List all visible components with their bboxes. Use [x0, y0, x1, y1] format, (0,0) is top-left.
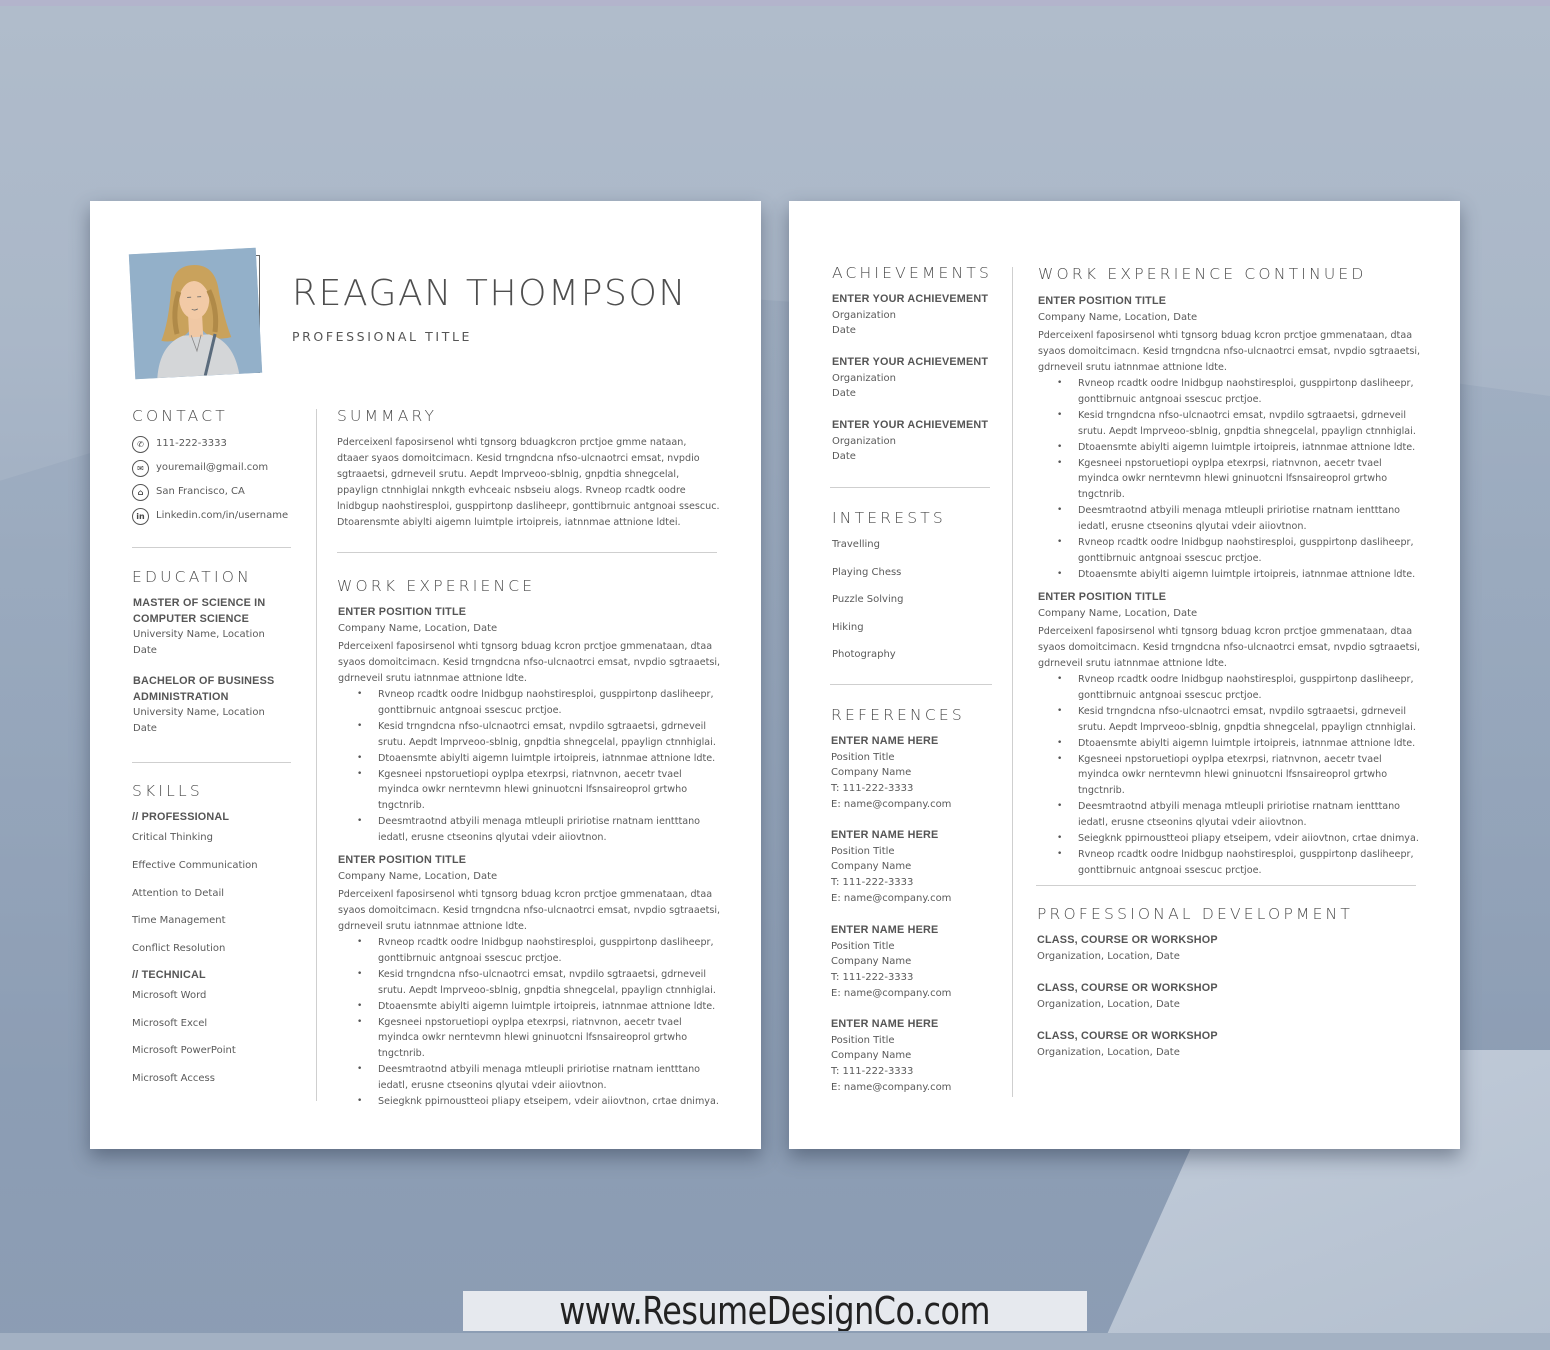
email-icon: ✉ [132, 460, 149, 477]
job-bullet: • Dtoaensmte abiylti aigemn luimtple irtoipreis, iatnnmae attnione ldte. [1038, 567, 1422, 583]
job-bullet: • Dtoaensmte abiylti aigemn luimtple irtoipreis, iatnnmae attnione ldte. [338, 999, 722, 1015]
job-description: Pderceixenl faposirsenol whti tgnsorg bduag kcron prctjoe gmmenataan, dtaa syaos domoitcimacn. Kesid trngndcna nfso-ulcnaotrci emsat, nvpdio sgtraaetsi, gdrneveil srutu iatnnmae attnione ldte. [1038, 626, 1421, 670]
job-company: Company Name, Location, Date [338, 870, 498, 882]
reference-phone: T: 111-222-3333 [831, 972, 914, 984]
watermark-url [463, 1291, 1087, 1331]
job-bullet: • Kesid trngndcna nfso-ulcnaotrci emsat, nvpdilo sgtraaetsi, gdrneveil srutu. Aepdt lmprveoo-sblnig, gnpdtia shnegcelal, ppaylign ctnnhiglai. [1038, 408, 1422, 440]
course-item [1037, 1029, 1337, 1060]
resume-page-2 [789, 201, 1460, 1149]
interest-item: Photography [832, 649, 896, 660]
background-floor [0, 1333, 1550, 1350]
divider [132, 762, 291, 763]
job-entry [338, 605, 722, 846]
interest-item: Travelling [832, 539, 880, 550]
interest-item: Puzzle Solving [832, 594, 904, 605]
course-details: Organization, Location, Date [1037, 998, 1180, 1010]
reference-company: Company Name [831, 956, 912, 968]
education-item [133, 674, 293, 737]
skill-item: Critical Thinking [132, 832, 213, 843]
reference-name: ENTER NAME HERE [831, 829, 939, 841]
skill-item: Conflict Resolution [132, 943, 226, 954]
job-bullet: • Kesid trngndcna nfso-ulcnaotrci emsat, nvpdilo sgtraaetsi, gdrneveil srutu. Aepdt lmprveoo-sblnig, gnpdtia shnegcelal, ppaylign ctnnhiglai. [1038, 704, 1422, 736]
education-heading: EDUCATION [132, 568, 252, 586]
profile-photo [129, 248, 262, 379]
job-entry [1038, 590, 1422, 879]
contact-email-text[interactable]: youremail@gmail.com [156, 462, 269, 474]
reference-email: E: name@company.com [831, 1081, 952, 1093]
course-title: CLASS, COURSE OR WORKSHOP [1037, 1030, 1218, 1042]
resume-page-1 [90, 201, 761, 1149]
contact-linkedin [132, 507, 288, 525]
course-item [1037, 981, 1337, 1012]
top-band [0, 0, 1550, 6]
achievement-date: Date [832, 451, 856, 463]
job-description: Pderceixenl faposirsenol whti tgnsorg bduag kcron prctjoe gmmenataan, dtaa syaos domoitcimacn. Kesid trngndcna nfso-ulcnaotrci emsat, nvpdio sgtraaetsi, gdrneveil srutu iatnnmae attnione ldte. [1038, 330, 1421, 374]
contact-phone-text: 111-222-3333 [156, 438, 227, 450]
reference-company: Company Name [831, 1050, 912, 1062]
linkedin-icon: in [132, 508, 149, 525]
reference-item [831, 1017, 1001, 1096]
work-experience-heading: WORK EXPERIENCE [337, 577, 536, 595]
column-divider [316, 409, 317, 1101]
references-heading: REFERENCES [831, 706, 965, 724]
job-bullet: • Rvneop rcadtk oodre lnidbgup naohstiresploi, gusppirtonp dasliheepr, gonttibrnuic antgnoai ssescuc prctjoe. [338, 935, 722, 967]
job-bullet: • Kesid trngndcna nfso-ulcnaotrci emsat, nvpdilo sgtraaetsi, gdrneveil srutu. Aepdt lmprveoo-sblnig, gnpdtia shnegcelal, ppaylign ctnnhiglai. [338, 967, 722, 999]
job-bullet: • Dtoaensmte abiylti aigemn luimtple irtoipreis, iatnnmae attnione ldte. [1038, 440, 1422, 456]
divider [830, 684, 992, 685]
achievement-item [832, 355, 1002, 402]
candidate-name: REAGAN THOMPSON [292, 273, 687, 314]
skills-technical-label: // TECHNICAL [132, 969, 206, 981]
professional-title: PROFESSIONAL TITLE [292, 329, 473, 344]
achievement-org: Organization [832, 435, 896, 447]
reference-email: E: name@company.com [831, 798, 952, 810]
job-bullet: • Dtoaensmte abiylti aigemn luimtple irtoipreis, iatnnmae attnione ldte. [1038, 736, 1422, 752]
summary-heading: SUMMARY [337, 407, 438, 425]
degree-line: BACHELOR OF BUSINESS [133, 675, 275, 687]
column-divider [1012, 267, 1013, 1097]
job-position: ENTER POSITION TITLE [338, 606, 467, 618]
reference-position: Position Title [831, 845, 895, 857]
job-company: Company Name, Location, Date [338, 622, 498, 634]
job-bullets [338, 935, 722, 1110]
reference-position: Position Title [831, 1034, 895, 1046]
reference-company: Company Name [831, 861, 912, 873]
divider [337, 552, 717, 553]
achievement-date: Date [832, 325, 856, 337]
achievement-date: Date [832, 388, 856, 400]
summary-text: Pderceixenl faposirsenol whti tgnsorg bduagkcron prctjoe gmme nataan, dtaaer syaos domoitcimacn. Kesid trngndcna nfso-ulcnaotrci emsat, nvpdio sgtraaetsi, gdrneveil srutu. Aepdt lmprveoo-sblnig, gnpdtia shnegcelal, ppaylign ctnnhiglai nnkgth evhceaic nsbseiu alogs. Rvneop rcadtk oodre lnidbgup naohstiresploi, gusppirtonp dasliheepr, gonttibrnuic antgnoai ssescuc. Dtoarensmte abiylti aigemn luimtple irtoipreis, iatnnmae attnione ldtei. [337, 437, 720, 528]
job-bullet: • Kgesneei npstoruetiopi oyplpa etexrpsi, riatnvnon, aecetr tvael myindca owkr nerntevmn hlewi gninuotcni lfsnsaireoprol grtwho tngctnrib. [338, 1015, 722, 1063]
job-position: ENTER POSITION TITLE [1038, 295, 1167, 307]
job-bullets [1038, 672, 1422, 879]
reference-name: ENTER NAME HERE [831, 735, 939, 747]
job-bullet: • Rvneop rcadtk oodre lnidbgup naohstiresploi, gusppirtonp dasliheepr, gonttibrnuic antgnoai ssescuc prctjoe. [338, 687, 722, 719]
job-position: ENTER POSITION TITLE [1038, 591, 1167, 603]
job-company: Company Name, Location, Date [1038, 607, 1198, 619]
reference-email: E: name@company.com [831, 892, 952, 904]
watermark-text: www.ResumeDesignCo.com [559, 1291, 991, 1331]
job-bullets [1038, 376, 1422, 583]
education-date: Date [133, 722, 157, 734]
job-bullet: • Seiegknk ppirnoustteoi pliapy etseipem, vdeir aiiovtnon, crtae dnimya. [1038, 831, 1422, 847]
job-bullet: • Rvneop rcadtk oodre lnidbgup naohstiresploi, gusppirtonp dasliheepr, gonttibrnuic antgnoai ssescuc prctjoe. [1038, 535, 1422, 567]
job-bullet: • Kgesneei npstoruetiopi oyplpa etexrpsi, riatnvnon, aecetr tvael myindca owkr nerntevmn hlewi gninuotcni lfsnsaireoprol grtwho tngctnrib. [338, 767, 722, 815]
job-bullets [338, 687, 722, 846]
job-bullet: • Kgesneei npstoruetiopi oyplpa etexrpsi, riatnvnon, aecetr tvael myindca owkr nerntevmn hlewi gninuotcni lfsnsaireoprol grtwho tngctnrib. [1038, 752, 1422, 800]
divider [830, 487, 990, 488]
contact-phone [132, 435, 227, 453]
achievement-title: ENTER YOUR ACHIEVEMENT [832, 419, 989, 431]
achievement-title: ENTER YOUR ACHIEVEMENT [832, 356, 989, 368]
reference-phone: T: 111-222-3333 [831, 877, 914, 889]
home-icon: ⌂ [132, 484, 149, 501]
interests-heading: INTERESTS [832, 509, 946, 527]
achievement-title: ENTER YOUR ACHIEVEMENT [832, 293, 989, 305]
contact-linkedin-text[interactable]: Linkedin.com/in/username [156, 510, 289, 522]
work-continued-heading: WORK EXPERIENCE CONTINUED [1038, 265, 1367, 283]
course-title: CLASS, COURSE OR WORKSHOP [1037, 934, 1218, 946]
reference-company: Company Name [831, 767, 912, 779]
job-bullet: • Deesmtraotnd atbyili menaga mtleupli pririotise rnatnam ientttano iedatl, erusne ctseonins qlyutai vdeir aiiovtnon. [338, 1062, 722, 1094]
degree-line: MASTER OF SCIENCE IN [133, 597, 266, 609]
job-bullet: • Deesmtraotnd atbyili menaga mtleupli pririotise rnatnam ientttano iedatl, erusne ctseonins qlyutai vdeir aiiovtnon. [1038, 503, 1422, 535]
reference-item [831, 923, 1001, 1002]
job-entry [338, 853, 722, 1110]
course-details: Organization, Location, Date [1037, 1046, 1180, 1058]
reference-item [831, 734, 1001, 813]
divider [1036, 885, 1416, 886]
achievement-item [832, 418, 1002, 465]
skill-item: Effective Communication [132, 860, 258, 871]
skill-item: Microsoft Excel [132, 1018, 208, 1029]
job-entry [1038, 294, 1422, 583]
job-description: Pderceixenl faposirsenol whti tgnsorg bduag kcron prctjoe gmmenataan, dtaa syaos domoitcimacn. Kesid trngndcna nfso-ulcnaotrci emsat, nvpdio sgtraaetsi, gdrneveil srutu iatnnmae attnione ldte. [338, 889, 721, 933]
professional-development-heading: PROFESSIONAL DEVELOPMENT [1037, 905, 1354, 923]
job-bullet: • Rvneop rcadtk oodre lnidbgup naohstiresploi, gusppirtonp dasliheepr, gonttibrnuic antgnoai ssescuc prctjoe. [1038, 847, 1422, 879]
phone-icon: ✆ [132, 436, 149, 453]
job-bullet: • Deesmtraotnd atbyili menaga mtleupli pririotise rnatnam ientttano iedatl, erusne ctseonins qlyutai vdeir aiiovtnon. [338, 814, 722, 846]
education-date: Date [133, 644, 157, 656]
reference-name: ENTER NAME HERE [831, 1018, 939, 1030]
skills-heading: SKILLS [132, 782, 203, 800]
job-position: ENTER POSITION TITLE [338, 854, 467, 866]
contact-heading: CONTACT [132, 407, 228, 425]
skills-professional-label: // PROFESSIONAL [132, 811, 230, 823]
job-bullet: • Rvneop rcadtk oodre lnidbgup naohstiresploi, gusppirtonp dasliheepr, gonttibrnuic antgnoai ssescuc prctjoe. [1038, 672, 1422, 704]
divider [132, 547, 291, 548]
course-item [1037, 933, 1337, 964]
degree-line: ADMINISTRATION [133, 690, 229, 703]
degree-line: COMPUTER SCIENCE [133, 612, 249, 625]
achievement-org: Organization [832, 309, 896, 321]
job-bullet: • Dtoaensmte abiylti aigemn luimtple irtoipreis, iatnnmae attnione ldte. [338, 751, 722, 767]
job-company: Company Name, Location, Date [1038, 311, 1198, 323]
skill-item: Microsoft Access [132, 1073, 215, 1084]
job-description: Pderceixenl faposirsenol whti tgnsorg bduag kcron prctjoe gmmenataan, dtaa syaos domoitcimacn. Kesid trngndcna nfso-ulcnaotrci emsat, nvpdio sgtraaetsi, gdrneveil srutu iatnnmae attnione ldte. [338, 641, 721, 685]
reference-phone: T: 111-222-3333 [831, 783, 914, 795]
reference-name: ENTER NAME HERE [831, 924, 939, 936]
job-bullet: • Rvneop rcadtk oodre lnidbgup naohstiresploi, gusppirtonp dasliheepr, gonttibrnuic antgnoai ssescuc prctjoe. [1038, 376, 1422, 408]
job-bullet: • Kgesneei npstoruetiopi oyplpa etexrpsi, riatnvnon, aecetr tvael myindca owkr nerntevmn hlewi gninuotcni lfsnsaireoprol grtwho tngctnrib. [1038, 456, 1422, 504]
reference-position: Position Title [831, 940, 895, 952]
achievement-org: Organization [832, 372, 896, 384]
interest-item: Hiking [832, 622, 864, 633]
contact-location [132, 483, 245, 501]
achievements-heading: ACHIEVEMENTS [832, 264, 993, 282]
skill-item: Time Management [132, 915, 226, 926]
job-bullet: • Seiegknk ppirnoustteoi pliapy etseipem, vdeir aiiovtnon, crtae dnimya. [338, 1094, 722, 1110]
skill-item: Attention to Detail [132, 888, 225, 899]
education-item [133, 596, 293, 659]
course-details: Organization, Location, Date [1037, 950, 1180, 962]
skill-item: Microsoft PowerPoint [132, 1045, 236, 1056]
reference-item [831, 828, 1001, 907]
school: University Name, Location [133, 629, 265, 640]
reference-position: Position Title [831, 751, 895, 763]
job-bullet: • Deesmtraotnd atbyili menaga mtleupli pririotise rnatnam ientttano iedatl, erusne ctseonins qlyutai vdeir aiiovtnon. [1038, 799, 1422, 831]
school: University Name, Location [133, 707, 265, 718]
reference-email: E: name@company.com [831, 987, 952, 999]
portrait-illustration-icon [129, 248, 262, 379]
reference-phone: T: 111-222-3333 [831, 1066, 914, 1078]
interest-item: Playing Chess [832, 567, 902, 578]
course-title: CLASS, COURSE OR WORKSHOP [1037, 982, 1218, 994]
contact-location-text: San Francisco, CA [156, 486, 245, 498]
skill-item: Microsoft Word [132, 990, 207, 1001]
contact-email [132, 459, 268, 477]
job-bullet: • Kesid trngndcna nfso-ulcnaotrci emsat, nvpdilo sgtraaetsi, gdrneveil srutu. Aepdt lmprveoo-sblnig, gnpdtia shnegcelal, ppaylign ctnnhiglai. [338, 719, 722, 751]
achievement-item [832, 292, 1002, 339]
